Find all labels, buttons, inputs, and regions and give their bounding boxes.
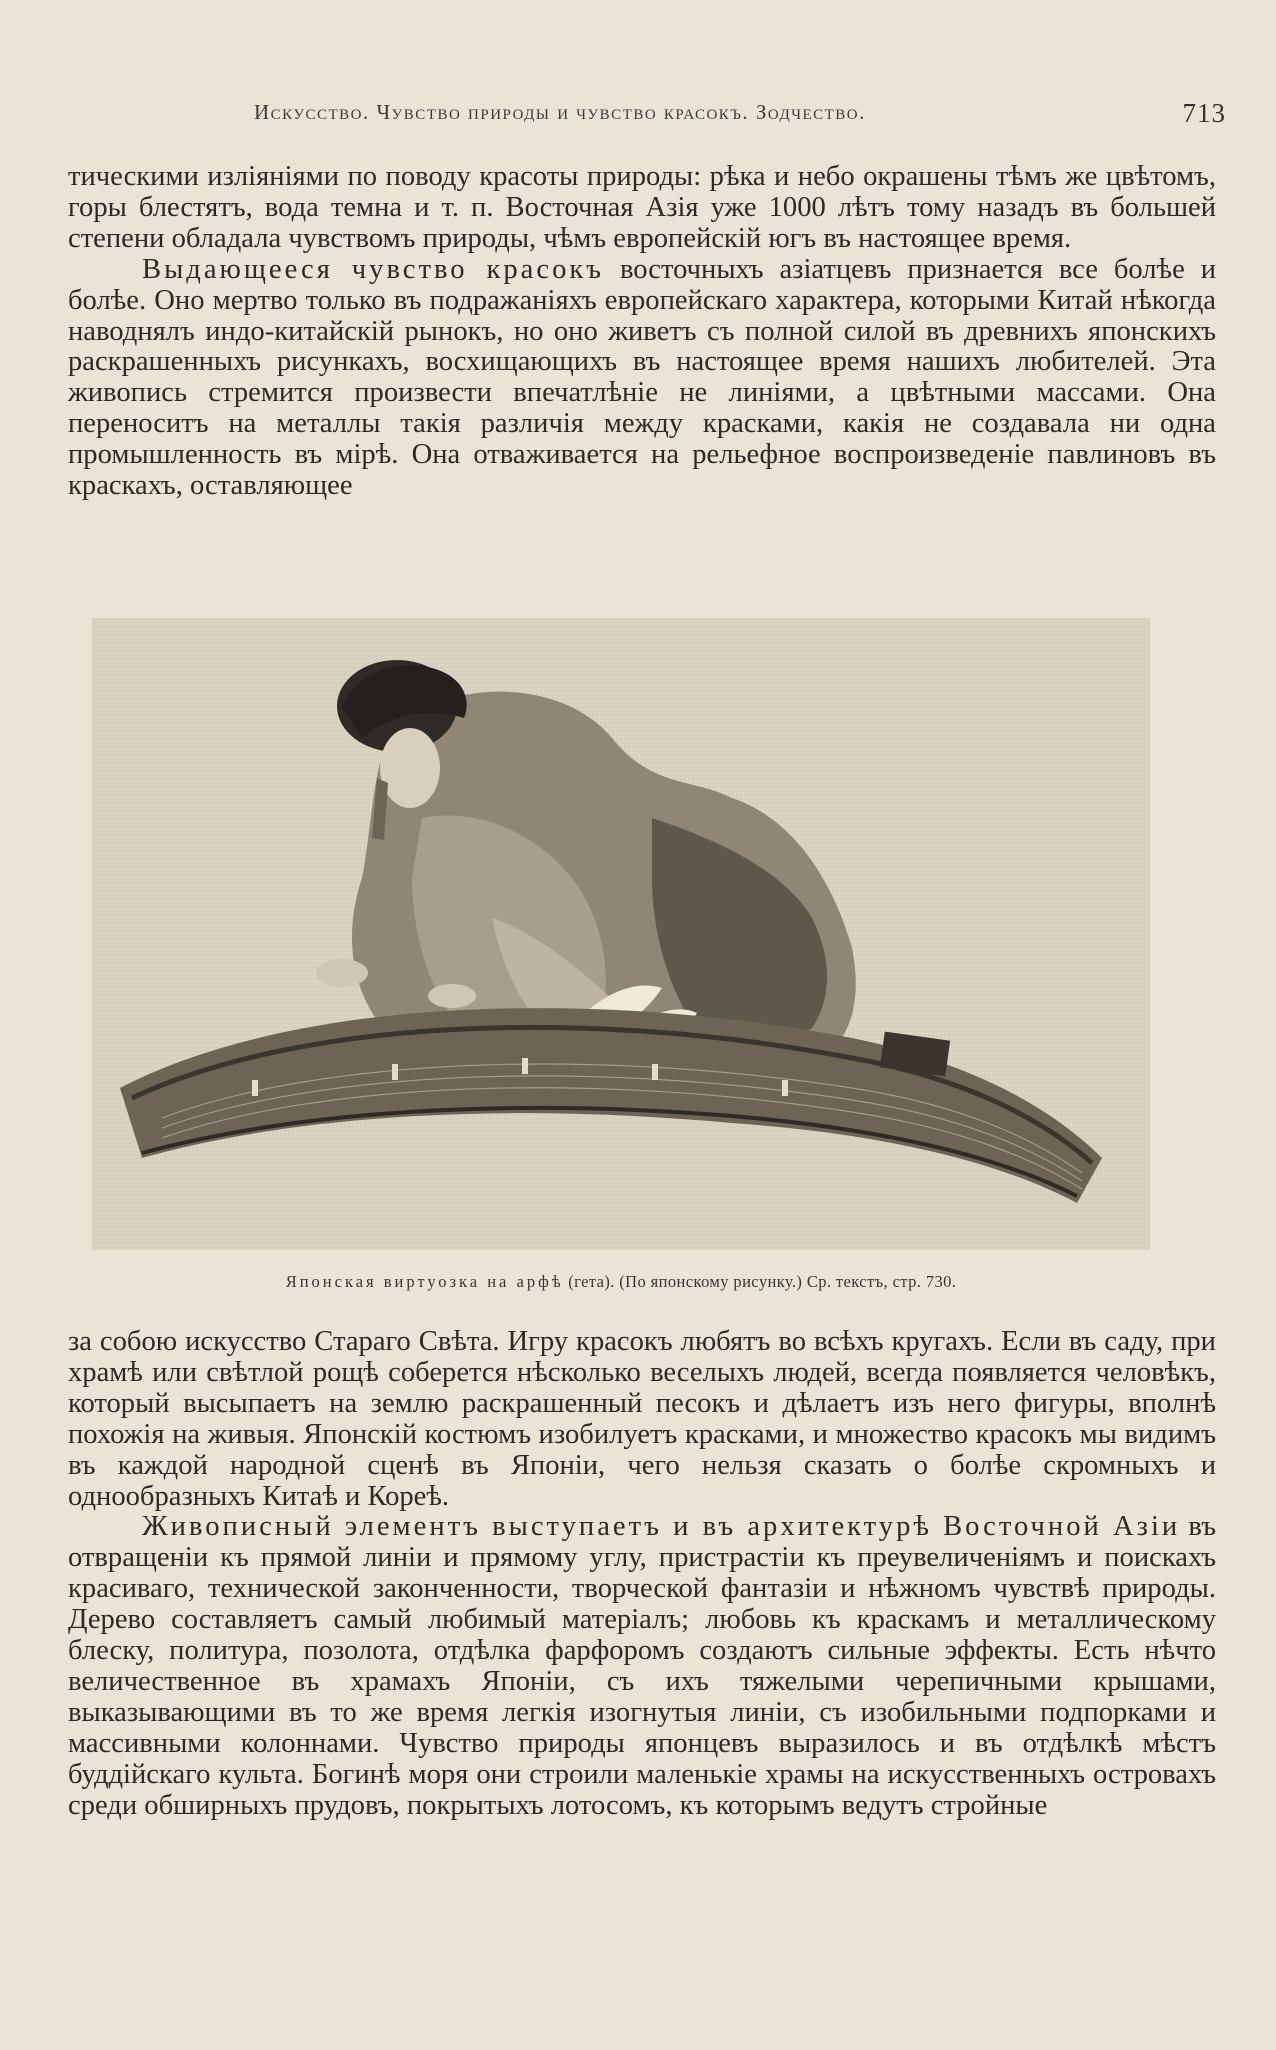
- caption-rest: (гета). (По японскому рисунку.) Ср. текстъ, стр. 730.: [563, 1272, 957, 1291]
- spaced-emphasis: Выдающееся чувство красокъ: [142, 253, 605, 285]
- running-title: Искусство. Чувство природы и чувство красокъ. Зодчество.: [254, 100, 866, 124]
- spaced-emphasis: Живописный элементъ выступаетъ и въ архитектурѣ Восточной Азіи: [142, 1511, 1181, 1543]
- page-number: 713: [1182, 98, 1226, 128]
- page-header: [66, 96, 1226, 136]
- paragraph: за собою искусство Стараго Свѣта. Игру красокъ любятъ во всѣхъ кругахъ. Если въ саду, при храмѣ или свѣтлой рощѣ соберется нѣсколько веселыхъ людей, всегда появляется человѣкъ, который высыпаетъ на землю раскрашенный песокъ и дѣлаетъ изъ него фигуры, вполнѣ похожія на живыя. Японскій костюмъ изобилуетъ красками, и множество красокъ мы видимъ въ каждой народной сценѣ въ Японіи, чего нельзя сказать о болѣе скромныхъ и однообразныхъ Китаѣ и Кореѣ.: [68, 1326, 1216, 1512]
- paragraph: [68, 1512, 1216, 1821]
- paragraph-body: Оно мертво только въ подражаніяхъ европейскаго характера, которыми Китай нѣкогда наводнялъ индо-китайскій рынокъ, но оно живетъ съ полной силой въ древнихъ японскихъ раскрашенныхъ рисункахъ, восхищающихъ въ настоящее время нашихъ любителей. Эта живопись стремится произвести впечатлѣніе не линіями, а цвѣтными массами. Она переноситъ на металлы такія различія между красками, какія не создавала ни одна промышленность въ мірѣ. Она отваживается на рельефное воспроизведеніе павлиновъ въ краскахъ, оставляющее: [68, 284, 1216, 502]
- caption-spaced: Японская виртуозка на арфѣ: [285, 1272, 564, 1291]
- paragraph: тическими изліяніями по поводу красоты природы: рѣка и небо окрашены тѣмъ же цвѣтомъ, горы блестятъ, вода темна и т. п. Восточная Азія уже 1000 лѣтъ тому назадъ въ большей степени обладала чувствомъ природы, чѣмъ европейскій югъ въ настоящее время.: [68, 161, 1216, 254]
- paragraph-lead-rest: восточныхъ азіатцевъ признается все болѣе и болѣе.: [68, 253, 1217, 316]
- paragraph: [68, 255, 1216, 502]
- top-text-block: [68, 162, 1216, 502]
- bottom-text-block: [68, 1327, 1216, 1822]
- figure-caption: [92, 1272, 1150, 1292]
- paragraph-body: въ отвращеніи къ прямой линіи и прямому углу, пристрастіи къ преувеличеніямъ и поискахъ красиваго, технической законченности, творческой фантазіи и нѣжномъ чувствѣ природы. Дерево составляетъ самый любимый матеріалъ; любовь къ краскамъ и металлическому блеску, политура, позолота, отдѣлка фарфоромъ создаютъ сильные эффекты. Есть нѣчто величественное въ храмахъ Японіи, съ ихъ тяжелыми черепичными крышами, выказывающими въ то же время легкія изогнутыя линіи, съ изобильными подпорками и массивными колоннами. Чувство природы японцевъ выразилось и въ отдѣлкѣ мѣстъ буддійскаго культа. Богинѣ моря они строили маленькіе храмы на искусственныхъ островахъ среди обширныхъ прудовъ, покрытыхъ лотосомъ, къ которымъ ведутъ стройные: [68, 1511, 1216, 1821]
- koto-player-illustration: [92, 618, 1150, 1250]
